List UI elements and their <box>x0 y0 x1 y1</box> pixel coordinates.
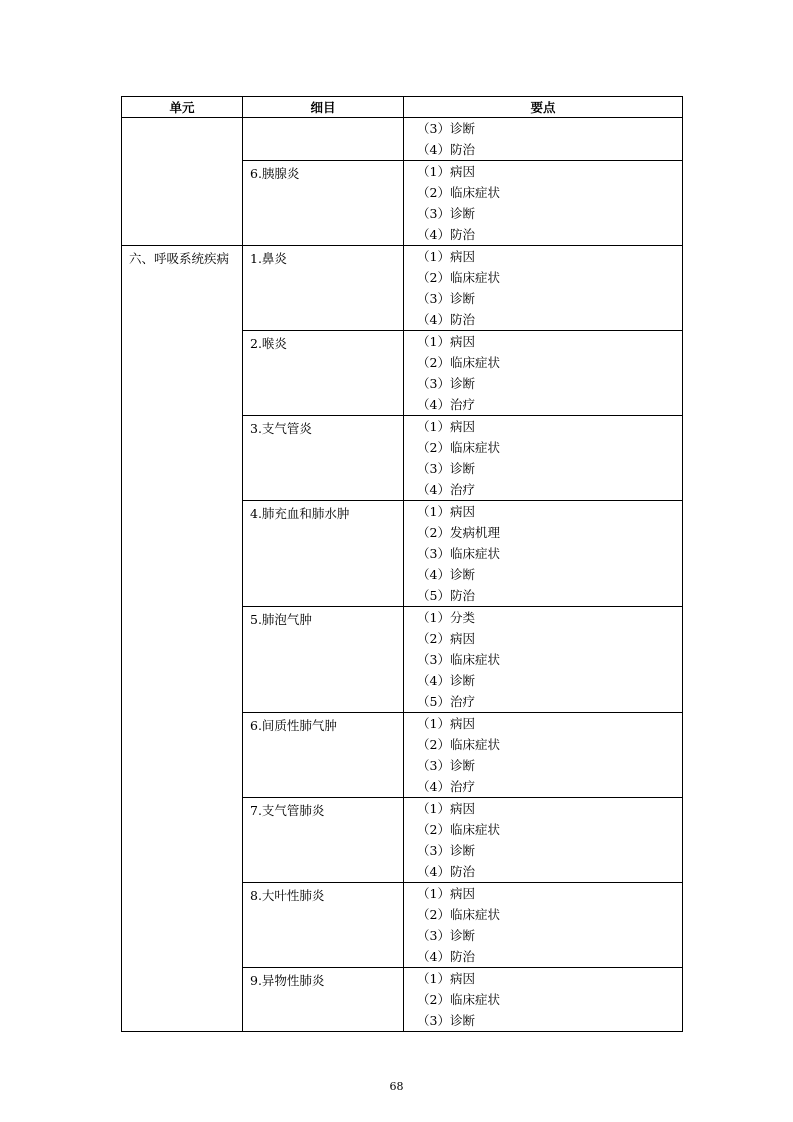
point-item: （3）诊断 <box>417 758 475 773</box>
item-cell <box>243 246 404 331</box>
point-item: （4）治疗 <box>417 397 475 412</box>
item-label: 8.大叶性肺炎 <box>250 888 325 903</box>
unit-cell <box>122 118 243 246</box>
point-item: （3）诊断 <box>417 206 475 221</box>
point-item: （2）临床症状 <box>417 440 500 455</box>
point-item: （1）病因 <box>417 971 475 986</box>
item-label: 9.异物性肺炎 <box>250 973 325 988</box>
point-item: （3）诊断 <box>417 843 475 858</box>
points-cell <box>404 968 683 1032</box>
point-item: （4）防治 <box>417 864 475 879</box>
item-label: 4.肺充血和肺水肿 <box>250 506 350 521</box>
point-item: （2）病因 <box>417 631 475 646</box>
item-label: 3.支气管炎 <box>250 421 312 436</box>
point-item: （1）病因 <box>417 419 475 434</box>
item-cell <box>243 161 404 246</box>
point-item: （2）临床症状 <box>417 907 500 922</box>
point-item: （5）治疗 <box>417 694 475 709</box>
item-label <box>243 118 403 120</box>
point-item: （1）病因 <box>417 801 475 816</box>
table-header-row <box>122 97 683 118</box>
point-item: （1）病因 <box>417 334 475 349</box>
point-item: （3）诊断 <box>417 376 475 391</box>
syllabus-table <box>121 96 683 1032</box>
point-item: （2）临床症状 <box>417 270 500 285</box>
unit-cell <box>122 246 243 1032</box>
item-cell <box>243 713 404 798</box>
point-item: （1）病因 <box>417 504 475 519</box>
points-cell <box>404 118 683 161</box>
item-label: 6.间质性肺气肿 <box>250 718 337 733</box>
point-item: （4）防治 <box>417 227 475 242</box>
point-item: （2）临床症状 <box>417 992 500 1007</box>
point-item: （4）治疗 <box>417 482 475 497</box>
point-item: （3）诊断 <box>417 291 475 306</box>
point-item: （4）诊断 <box>417 673 475 688</box>
unit-label <box>122 118 242 120</box>
point-item: （3）诊断 <box>417 928 475 943</box>
point-item: （1）病因 <box>417 716 475 731</box>
item-label: 2.喉炎 <box>250 336 287 351</box>
item-label: 5.肺泡气肿 <box>250 612 312 627</box>
point-item: （2）发病机理 <box>417 525 500 540</box>
item-cell <box>243 968 404 1032</box>
header-item: 细目 <box>243 97 404 118</box>
point-item: （4）治疗 <box>417 779 475 794</box>
point-item: （1）分类 <box>417 610 475 625</box>
point-item: （3）诊断 <box>417 1013 475 1028</box>
point-item: （4）防治 <box>417 312 475 327</box>
points-cell <box>404 331 683 416</box>
point-item: （5）防治 <box>417 588 475 603</box>
table-row <box>122 246 683 331</box>
item-cell <box>243 798 404 883</box>
point-item: （3）临床症状 <box>417 652 500 667</box>
points-cell <box>404 798 683 883</box>
point-item: （4）防治 <box>417 949 475 964</box>
item-cell <box>243 501 404 607</box>
item-cell <box>243 331 404 416</box>
page-number: 68 <box>389 1080 404 1093</box>
points-cell <box>404 416 683 501</box>
point-item: （4）诊断 <box>417 567 475 582</box>
point-item: （2）临床症状 <box>417 185 500 200</box>
header-points: 要点 <box>404 97 683 118</box>
point-item: （3）诊断 <box>417 461 475 476</box>
item-label: 6.胰腺炎 <box>250 166 300 181</box>
unit-label: 六、呼吸系统疾病 <box>129 251 230 266</box>
point-item: （4）防治 <box>417 142 475 157</box>
points-cell <box>404 713 683 798</box>
table-row <box>122 118 683 161</box>
point-item: （2）临床症状 <box>417 737 500 752</box>
points-cell <box>404 246 683 331</box>
point-item: （3）临床症状 <box>417 546 500 561</box>
item-label: 1.鼻炎 <box>250 251 287 266</box>
header-unit: 单元 <box>122 97 243 118</box>
point-item: （1）病因 <box>417 249 475 264</box>
points-cell <box>404 883 683 968</box>
point-item: （1）病因 <box>417 164 475 179</box>
item-cell <box>243 883 404 968</box>
item-cell <box>243 118 404 161</box>
point-item: （2）临床症状 <box>417 822 500 837</box>
points-cell <box>404 161 683 246</box>
item-label: 7.支气管肺炎 <box>250 803 325 818</box>
item-cell <box>243 416 404 501</box>
points-cell <box>404 607 683 713</box>
item-cell <box>243 607 404 713</box>
point-item: （1）病因 <box>417 886 475 901</box>
point-item: （3）诊断 <box>417 121 475 136</box>
table-body <box>122 118 683 1032</box>
points-cell <box>404 501 683 607</box>
point-item: （2）临床症状 <box>417 355 500 370</box>
